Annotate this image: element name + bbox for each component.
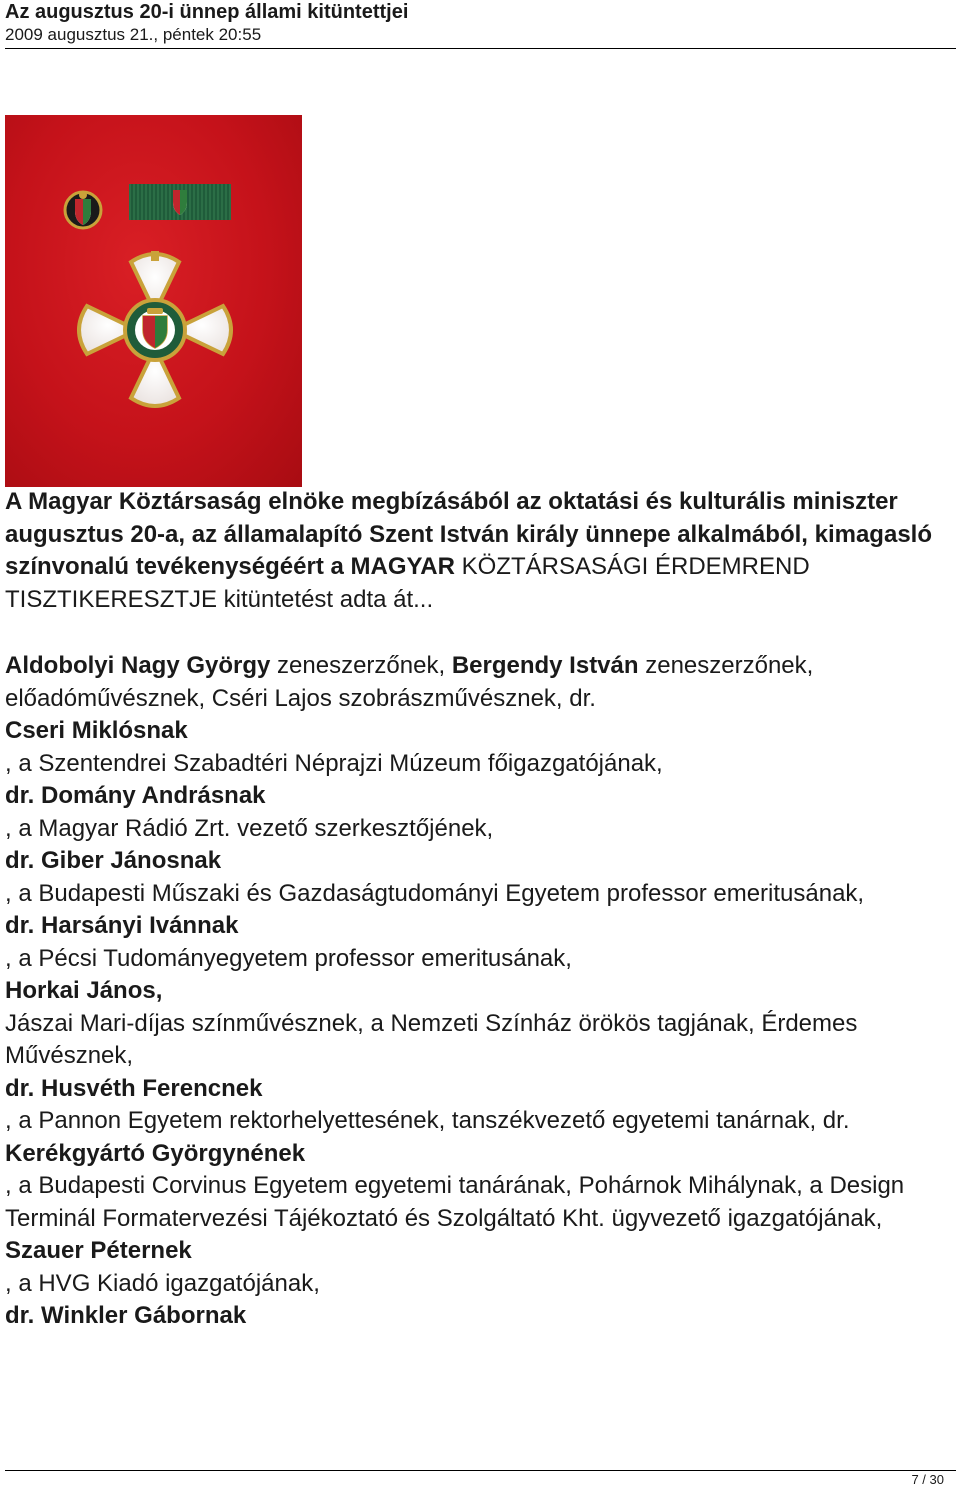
recipient-name: Kerékgyártó Györgynének	[5, 1139, 306, 1167]
article-body	[5, 486, 955, 1333]
suspension-ring	[151, 251, 159, 261]
recipient-title: , a Magyar Rádió Zrt. vezető szerkesztőjének,	[5, 814, 494, 842]
lead-bold: A Magyar Köztársaság elnöke megbízásából az oktatási és kulturális miniszter augusztus 20-a, az államalapító Szent István király ünnepe alkalmából, kimagasló színvonalú tevékenységéért a MAGYAR	[5, 488, 932, 580]
recipient-paragraph	[5, 650, 955, 715]
recipient-paragraph	[5, 1170, 955, 1235]
recipient-title: , a Budapesti Corvinus Egyetem egyetemi tanárának, Pohárnok Mihálynak, a Design Terminál Formatervezési Tájékoztató és Szolgáltató Kht. ügyvezető igazgatójának,	[5, 1172, 905, 1232]
recipient-paragraph	[5, 943, 955, 976]
recipient-name: Aldobolyi Nagy György	[5, 652, 271, 679]
recipient-name: dr. Domány Andrásnak	[5, 782, 266, 809]
ribbon-bar	[129, 184, 231, 220]
recipient-name: dr. Winkler Gábornak	[5, 1302, 247, 1329]
lead-normal: KÖZTÁRSASÁGI ÉRDEMREND TISZTIKERESZTJE kitüntetést adta át...	[5, 553, 810, 613]
recipient-title: zeneszerzőnek, előadóművésznek, Cséri Lajos szobrászművésznek, dr.	[5, 652, 814, 712]
recipient-paragraph	[5, 878, 955, 911]
recipient-paragraph	[5, 1073, 955, 1106]
page-number: 7 / 30	[911, 1472, 944, 1487]
recipient-paragraph	[5, 1105, 955, 1138]
recipient-title: zeneszerzőnek,	[270, 652, 452, 679]
recipient-paragraph	[5, 748, 955, 781]
recipient-name: Bergendy István	[451, 652, 639, 679]
recipient-paragraph	[5, 975, 955, 1008]
recipient-title: , a HVG Kiadó igazgatójának,	[5, 1269, 320, 1297]
lead-paragraph	[5, 486, 955, 616]
cross	[79, 254, 231, 406]
recipient-paragraph	[5, 910, 955, 943]
recipient-title: , a Szentendrei Szabadtéri Néprajzi Múzeum főigazgatójának,	[5, 749, 663, 777]
recipient-paragraph	[5, 1235, 955, 1268]
recipients-list	[5, 650, 955, 1333]
medal-photo	[5, 115, 302, 487]
recipient-paragraph	[5, 715, 955, 748]
recipient-paragraph	[5, 1268, 955, 1301]
recipient-title: Jászai Mari-díjas színművésznek, a Nemzeti Színház örökös tagjának, Érdemes Művésznek,	[5, 1009, 858, 1069]
lapel-badge	[65, 191, 101, 228]
recipient-paragraph	[5, 1138, 955, 1171]
recipient-title: , a Pécsi Tudományegyetem professor emeritusának,	[5, 944, 572, 972]
recipient-name: Szauer Péternek	[5, 1237, 192, 1264]
recipient-name: Cseri Miklósnak	[5, 717, 188, 744]
recipient-paragraph	[5, 1008, 955, 1073]
recipient-paragraph	[5, 813, 955, 846]
recipient-name: dr. Husvéth Ferencnek	[5, 1074, 263, 1102]
article-date: 2009 augusztus 21., péntek 20:55	[5, 25, 262, 44]
hungarian-order-of-merit-cross-icon	[5, 115, 302, 487]
recipient-paragraph	[5, 1300, 955, 1333]
recipient-name: dr. Giber Jánosnak	[5, 847, 222, 874]
footer-divider	[5, 1470, 956, 1471]
recipient-name: Horkai János,	[5, 977, 163, 1004]
recipient-paragraph	[5, 780, 955, 813]
article-title: Az augusztus 20-i ünnep állami kitüntettjei	[5, 1, 409, 23]
header-divider	[5, 48, 956, 49]
recipient-title: , a Budapesti Műszaki és Gazdaságtudományi Egyetem professor emeritusának,	[5, 879, 865, 907]
recipient-name: dr. Harsányi Ivánnak	[5, 912, 239, 939]
page-header	[5, 0, 955, 45]
recipient-paragraph	[5, 845, 955, 878]
recipient-title: , a Pannon Egyetem rektorhelyettesének, tanszékvezető egyetemi tanárnak, dr.	[5, 1107, 850, 1134]
